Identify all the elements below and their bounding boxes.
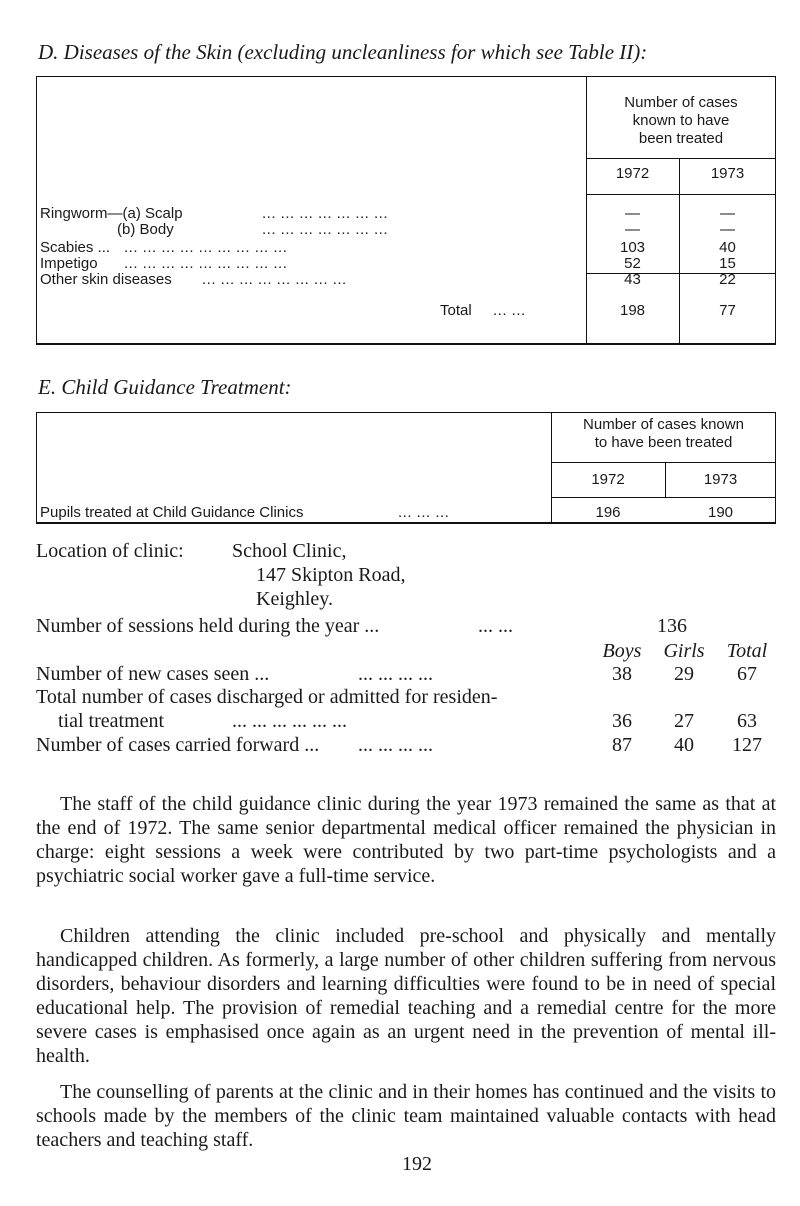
table-row-label: Other skin diseases <box>40 271 172 288</box>
paragraph: The counselling of parents at the clinic and in their homes has continued and the visits to schools made by the members of the clinic team maintained valuable contacts with head teachers and teaching staff. <box>36 1081 776 1151</box>
carried-girls: 40 <box>674 734 694 756</box>
dot-leader: ... ... ... ... ... ... ... ... <box>202 271 347 288</box>
table-cell: 190 <box>707 504 734 521</box>
dot-leader: ... ... ... ... ... ... ... <box>262 221 389 238</box>
carried-label: Number of cases carried forward ... <box>36 734 320 756</box>
discharged-label: Total number of cases discharged or admitted for residen- <box>36 686 498 708</box>
dot-leader: ... ... <box>478 615 513 637</box>
new-cases-boys: 38 <box>612 663 632 685</box>
page-number: 192 <box>402 1153 432 1175</box>
skin-year-1972: 1972 <box>615 165 650 182</box>
dot-leader: ... ... ... <box>398 504 450 521</box>
new-cases-label: Number of new cases seen ... <box>36 663 270 685</box>
new-cases-total: 67 <box>737 663 757 685</box>
table-cell: — <box>625 221 640 238</box>
dot-leader: ... ... ... ... <box>358 663 433 685</box>
table-row-label: Impetigo <box>40 255 98 272</box>
table-row-label: (b) Body <box>117 221 174 238</box>
table-cell: — <box>720 205 735 222</box>
location-label: Location of clinic: <box>36 540 184 562</box>
section-e-heading: E. Child Guidance Treatment: <box>38 375 292 399</box>
discharged-boys: 36 <box>612 710 632 732</box>
total-1973: 77 <box>719 302 736 319</box>
table-cell: 22 <box>719 271 736 288</box>
paragraph: The staff of the child guidance clinic during the year 1973 remained the same as that at the end of 1972. The same senior departmental medical officer remained the physician in charge: eight sessions a week were contributed by two part-time psychologists and a psychiatric social worker gave a full-time service. <box>36 793 776 887</box>
discharged-girls: 27 <box>674 710 694 732</box>
dot-leader: ... ... ... ... ... ... ... ... ... <box>124 239 288 256</box>
sessions-value: 136 <box>657 615 687 637</box>
total-1972: 198 <box>619 302 646 319</box>
guidance-col-header: Number of cases known to have been treated <box>583 416 744 451</box>
table-row-label: Pupils treated at Child Guidance Clinics <box>40 504 304 521</box>
table-cell: 40 <box>719 239 736 256</box>
table-cell: 43 <box>624 271 641 288</box>
table-cell: 15 <box>719 255 736 272</box>
location-line: Keighley. <box>256 588 334 610</box>
table-cell: 52 <box>624 255 641 272</box>
skin-col-header: Number of cases known to have been treated <box>624 94 738 147</box>
col-header-girls: Girls <box>663 640 705 662</box>
paragraph: Children attending the clinic included pre-school and physically and mentally handicapped children. As formerly, a large number of other children suffering from nervous disorders, behaviour disorders and learning difficulties were found to be in need of special educational help. The provision of remedial teaching and a remedial centre for the more severe cases is emphasised once again as an urgent need in the prevention of mental ill-health. <box>36 925 776 1067</box>
table-cell: — <box>720 221 735 238</box>
location-line: School Clinic, <box>232 540 347 562</box>
carried-total: 127 <box>732 734 762 756</box>
col-header-total: Total <box>726 640 768 662</box>
table-row-label: Ringworm—(a) Scalp <box>40 205 183 222</box>
discharged-total: 63 <box>737 710 757 732</box>
dot-leader: ... ... <box>493 302 526 319</box>
new-cases-girls: 29 <box>674 663 694 685</box>
skin-year-1973: 1973 <box>710 165 745 182</box>
guidance-year-1972: 1972 <box>591 471 625 488</box>
table-row-label: Scabies ... <box>40 239 111 256</box>
total-label: Total <box>440 302 472 319</box>
col-header-boys: Boys <box>602 640 642 662</box>
table-cell: 196 <box>595 504 621 521</box>
dot-leader: ... ... ... ... ... ... <box>232 710 347 732</box>
dot-leader: ... ... ... ... ... ... ... <box>262 205 389 222</box>
dot-leader: ... ... ... ... <box>358 734 433 756</box>
discharged-label-2: tial treatment <box>58 710 165 732</box>
guidance-year-1973: 1973 <box>703 471 738 488</box>
carried-boys: 87 <box>612 734 632 756</box>
sessions-label: Number of sessions held during the year ... <box>36 615 380 637</box>
section-d-heading: D. Diseases of the Skin (excluding uncleanliness for which see Table II): <box>38 40 648 64</box>
location-line: 147 Skipton Road, <box>256 564 406 586</box>
table-cell: 103 <box>619 239 646 256</box>
table-cell: — <box>625 205 640 222</box>
dot-leader: ... ... ... ... ... ... ... ... ... <box>124 255 288 272</box>
